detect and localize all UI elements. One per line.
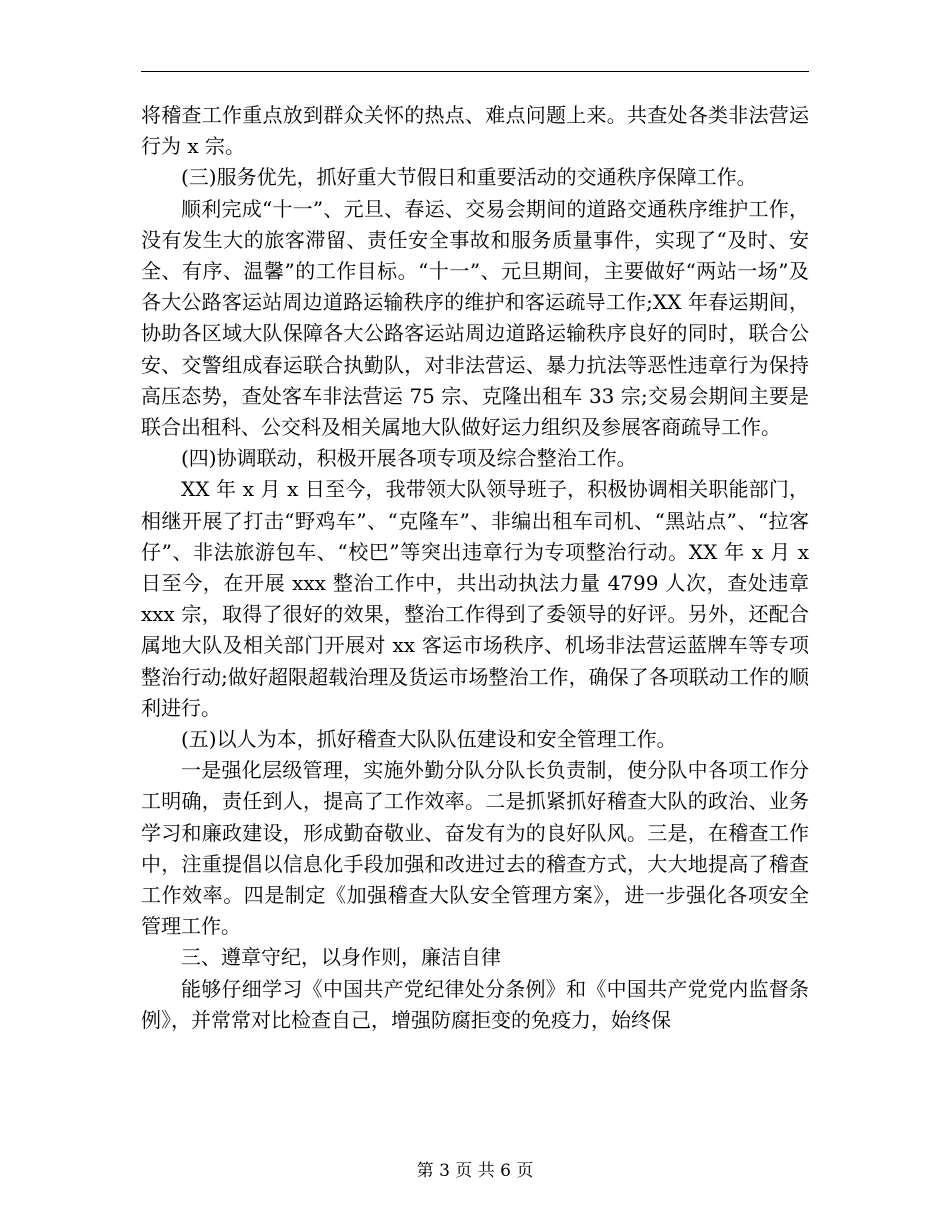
paragraph-9: 能够仔细学习《中国共产党纪律处分条例》和《中国共产党党内监督条例》，并常常对比检查自己，增强防腐拒变的免疫力，始终保 [141,976,809,1032]
paragraph-3: 顺利完成“十一”、元旦、春运、交易会期间的道路交通秩序维护工作，没有发生大的旅客滞留、责任安全事故和服务质量事件，实现了“及时、安全、有序、温馨”的工作目标。“十一”、元旦期间，主要做好“两站一场”及各大公路客运站周边道路运输秩序的维护和客运疏导工作;XX 年春运期间，协助各区域大队保障各大公路客运站周边道路运输秩序良好的同时，联合公安、交警组成春运联合执勤队，对非法营运、暴力抗法等恶性违章行为保持高压态势，查处客车非法营运 75 宗、克隆出租车 33 宗;交易会期间主要是联合出租科、公交科及相关属地大队做好运力组织及参展客商疏导工作。 [141,196,809,440]
paragraph-1: 将稽查工作重点放到群众关怀的热点、难点问题上来。共查处各类非法营运行为 x 宗。 [141,103,809,159]
paragraph-2: (三)服务优先，抓好重大节假日和重要活动的交通秩序保障工作。 [181,165,757,190]
paragraph-5: XX 年 x 月 x 日至今，我带领大队领导班子，积极协调相关职能部门，相继开展了打击“野鸡车”、“克隆车”、非编出租车司机、“黑站点”、“拉客仔”、非法旅游包车、“校巴”等突出违章行为专项整治行动。XX 年 x 月 x 日至今，在开展 xxx 整治工作中，共出动执法力量 4799 人次，查处违章 xxx 宗，取得了很好的效果，整治工作得到了委领导的好评。另外，还配合属地大队及相关部门开展对 xx 客运市场秩序、机场非法营运蓝牌车等专项整治行动;做好超限超载治理及货运市场整治工作，确保了各项联动工作的顺利进行。 [141,477,809,720]
paragraph-7: 一是强化层级管理，实施外勤分队分队长负责制，使分队中各项工作分工明确，责任到人，提高了工作效率。二是抓紧抓好稽查大队的政治、业务学习和廉政建设，形成勤奋敬业、奋发有为的良好队风。三是，在稽查工作中，注重提倡以信息化手段加强和改进过去的稽查方式，大大地提高了稽查工作效率。四是制定《加强稽查大队安全管理方案》，进一步强化各项安全管理工作。 [141,758,809,939]
header-rule [141,71,809,72]
paragraph-8: 三、遵章守纪，以身作则，廉洁自律 [181,945,501,970]
paragraph-6: (五)以人为本，抓好稽查大队队伍建设和安全管理工作。 [181,727,677,752]
page-number: 第 3 页 共 6 页 [416,1161,534,1181]
body-text [141,100,809,1036]
paragraph-4: (四)协调联动，积极开展各项专项及综合整治工作。 [181,446,637,471]
